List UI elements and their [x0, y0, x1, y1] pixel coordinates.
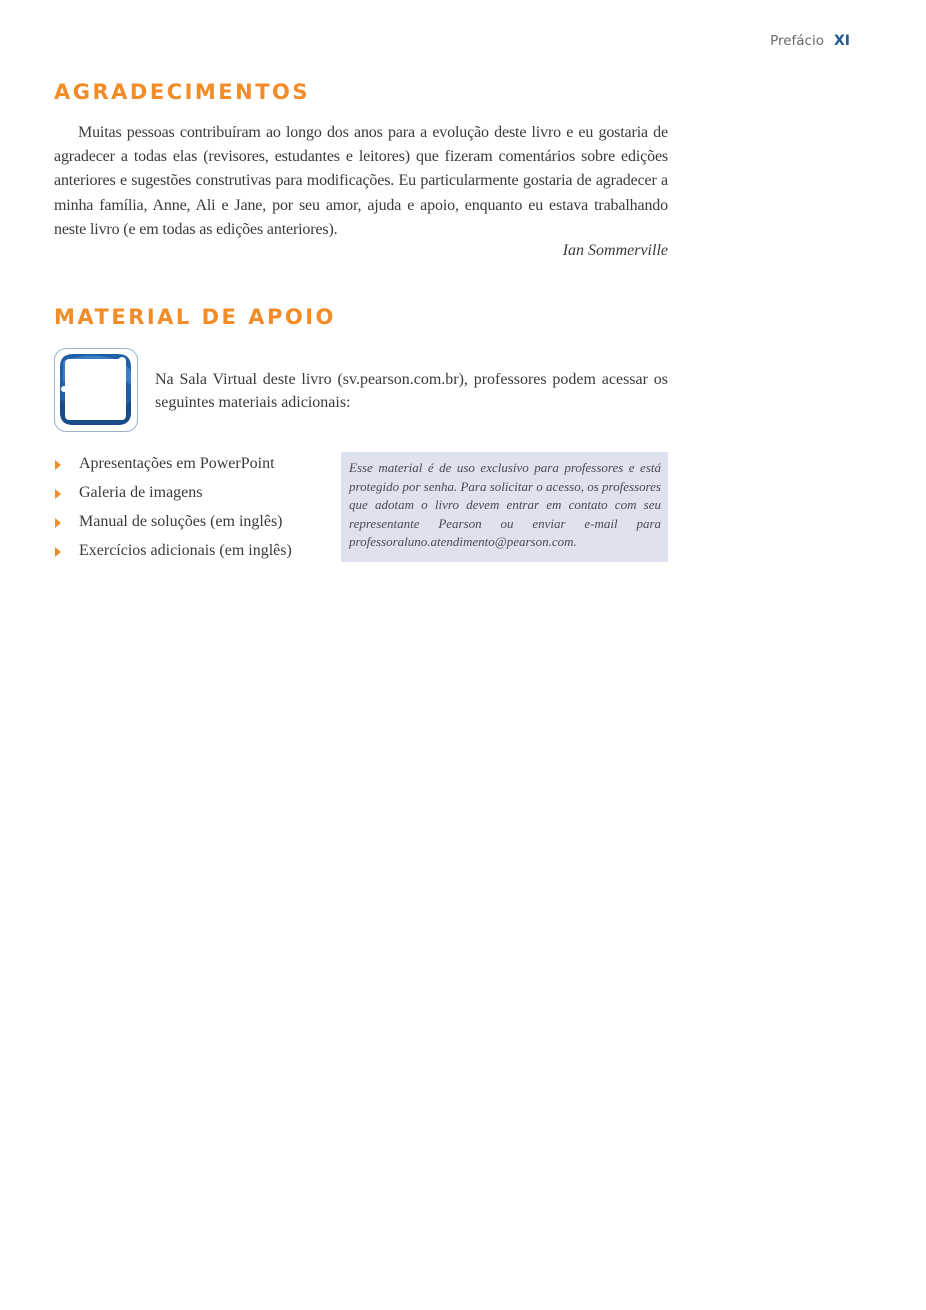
- access-notice-text: Esse material é de uso exclusivo para professores e está protegido por senha. Para solicitar o acesso, os professores que adotam o livro devem entrar em contato com seu representante Pearson ou enviar e-mail para professoraluno.atendimento@pearson.com.: [349, 460, 661, 550]
- section-name: Prefácio: [770, 33, 824, 49]
- bullet-arrow-icon: [55, 460, 61, 470]
- acknowledgements-paragraph: Muitas pessoas contribuíram ao longo dos anos para a evolução deste livro e eu gostaria de agradecer a todas elas (revisores, estudantes e leitores) que fizeram comentários sobre edições anteriores e sugestões construtivas para modificações. Eu particularmente gostaria de agradecer a minha família, Anne, Ali e Jane, por seu amor, ajuda e apoio, enquanto eu estava trabalhando neste livro (e em todas as edições anteriores).: [54, 124, 668, 238]
- sala-virtual-icon: [54, 348, 138, 432]
- access-notice-box: [341, 452, 668, 562]
- support-material-intro: Na Sala Virtual deste livro (sv.pearson.com.br), professores podem acessar os seguintes materiais adicionais:: [155, 371, 668, 411]
- running-head: [770, 33, 850, 49]
- bullet-arrow-icon: [55, 518, 61, 528]
- bullet-arrow-icon: [55, 547, 61, 557]
- acknowledgements-heading: AGRADECIMENTOS: [54, 80, 311, 104]
- materials-list: [54, 452, 292, 568]
- author-signature: Ian Sommerville: [562, 242, 668, 259]
- list-item: [54, 481, 292, 510]
- list-item-label: Apresentações em PowerPoint: [79, 455, 275, 472]
- list-item-label: Manual de soluções (em inglês): [79, 513, 283, 530]
- bullet-arrow-icon: [55, 489, 61, 499]
- support-material-heading: MATERIAL DE APOIO: [54, 305, 336, 329]
- list-item-label: Galeria de imagens: [79, 484, 203, 501]
- list-item: [54, 539, 292, 568]
- page-number: XI: [833, 33, 850, 49]
- list-item-label: Exercícios adicionais (em inglês): [79, 542, 292, 559]
- list-item: [54, 510, 292, 539]
- list-item: [54, 452, 292, 481]
